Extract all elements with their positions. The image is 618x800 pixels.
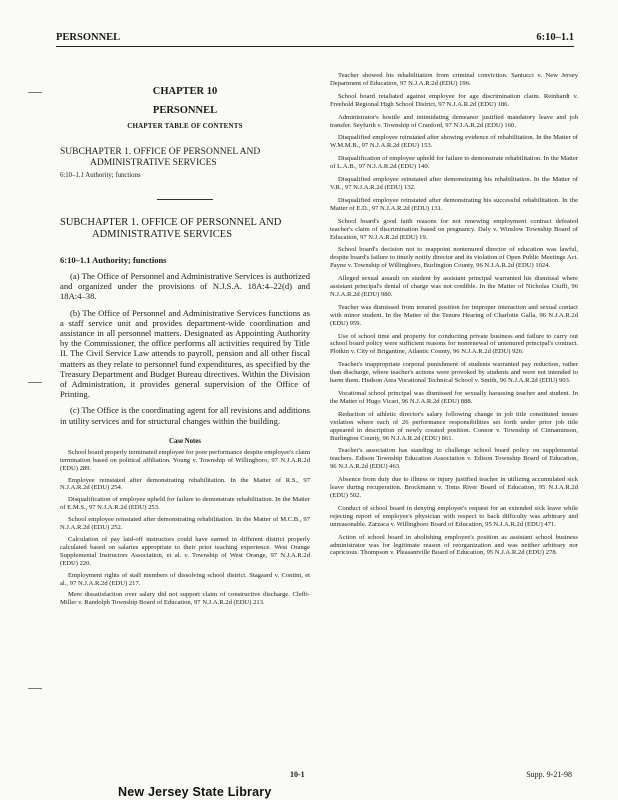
supplement-date: Supp. 9-21-98 [526,770,572,779]
case-note: Absence from duty due to illness or injury justified teacher in utilizing accumulated sick leave during recuperation. Brockmann v. Toms River Board of Education, 95 N.J.A.R.2d (EDU) 502. [330,476,578,499]
header-section-number: 6:10–1.1 [536,32,574,43]
case-note: School board retaliated against employee for age discrimination claim. Reinhardt v. Freehold Regional High School District, 97 N.J.A.R.2d (EDU) 186. [330,92,578,108]
toc-subchapter [60,147,310,169]
paragraph-b: (b) The Office of Personnel and Administrative Services functions as a staff service unit and provides department-wide coordination and assistance in all personnel matters. Designated as Appointing Authority by the Commissioner, the office performs all activities required by Title II. The Civil Service Law attends to payroll, pension and all other fiscal matters as they relate to personnel fund expenditures, as specified by the Treasury Department and Budget Bureau directives. Within the Division of Administration, it provides general supervision of the Office of Printing. [60,307,310,400]
case-note: Teacher's inappropriate corporal punishment of students warranted pay reduction, rather than discharge, where teacher's actions were provoked by students and were not intended to harm them. Hudson Area Vocational Technical School v. Smith, 96 N.J.A.R.2d (EDU) 903. [330,361,578,385]
case-note: Teacher was dismissed from tenured position for improper interaction and sexual contact with minor student. In the Matter of the Tenure Hearing of Charlotte Galla, 96 N.J.A.R.2d (EDU) 959. [330,303,578,327]
paragraph-a: (a) The Office of Personnel and Administrative Services is authorized and organized under the provisions of N.J.S.A. 18A:4–22(d) and 18A:4–38. [60,271,310,302]
toc-subchapter-line-1: SUBCHAPTER 1. OFFICE OF PERSONNEL AND [60,147,261,157]
case-note: Disqualified employee reinstated after demonstrating his successful rehabilitation. In the Matter of E.D., 97 N.J.A.R.2d (EDU) 131. [330,196,578,212]
paragraph-c: (c) The Office is the coordinating agent for all revisions and additions in utility services and for structural changes within the building. [60,405,310,426]
case-note: Teacher showed his rehabilitation from criminal conviction. Santucci v. New Jersey Department of Education, 97 N.J.A.R.2d (EDU) 196. [330,72,578,87]
case-note: Disqualification of employee upheld for failure to demonstrate rehabilitation. In the Matter of L.A.B., 97 N.J.A.R.2d (EDU) 140. [330,155,578,171]
toc-entry: 6:10–1.1 Authority; functions [60,172,141,179]
subchapter-heading [60,217,310,241]
case-note: Vocational school principal was dismissed for sexually harassing teacher and student. In the Matter of Hugo Vicari, 96 N.J.A.R.2d (EDU) 888. [330,390,578,405]
running-header [56,30,574,47]
case-note: Alleged sexual assault on student by assistant principal warranted his dismissal where assistant principal's denial of charge was not credible. In the Matter of Nicholas Ciuffi, 96 N.J.A.R.2d (EDU) 980. [330,275,578,298]
chapter-number: CHAPTER 10 [152,86,218,97]
case-note: School board's good faith reasons for not renewing employment contract defeated teacher's claim of discrimination based on pregnancy. Daly v. Winslow Township Board of Education, 97 N.J.A.R.2d (EDU) 19. [330,217,578,241]
case-note: Administrator's hostile and intimidating demeanor justified mandatory leave and job transfer. Seyfurth v. Township of Cranford, 97 N.J.A.R.2d (EDU) 160. [330,113,578,129]
case-note: Calculation of pay laid-off instructors could have earned in different district properly calculated based on salaries appropriate to their prior teaching experience. West Orange Supplemental Instructors Association, et al. v. Township of West Orange, 97 N.J.A.R.2d (EDU) 220. [60,536,310,567]
case-note: Employee reinstated after demonstrating rehabilitation. In the Matter of R.S., 97 N.J.A.R.2d (EDU) 254. [60,476,310,492]
case-note: Disqualified employee reinstated after showing evidence of rehabilitation. In the Matter of W.M.M.B., 97 N.J.A.R.2d (EDU) 153. [330,134,578,150]
case-note: School board properly terminated employee for poor performance despite employee's claim termination based on political affiliation. Young v. Township of Willingboro, 97 N.J.A.R.2d (EDU) 289. [60,448,310,472]
case-note: Reduction of athletic director's salary following change in job title constituted tenure violation where each of 26 performance responsibilities set forth under prior job title appeared in description of newly created position. Connor v. Township of Cinnaminson, Burlington County, 96 N.J.A.R.2d (EDU) 861. [330,410,578,442]
page-number: 10-1 [290,770,305,779]
library-stamp: New Jersey State Library [118,785,272,799]
case-note: Disqualified employee reinstated after demonstrating his rehabilitation. In the Matter of V.R., 97 N.J.A.R.2d (EDU) 132. [330,176,578,191]
case-note: Teacher's association has standing to challenge school board policy on supplemental teachers. Edison Township Education Association v. Edison Township Board of Education, 96 N.J.A.R.2d (EDU) 463. [330,447,578,471]
header-title: PERSONNEL [56,32,121,43]
case-note: Conduct of school board in denying employee's request for an extended sick leave while rejecting report of employee's physician with respect to back difficulty was arbitrary and unreasonable. Zarzaca v. Willingboro Board of Education, 95 N.J.A.R.2d (EDU) 471. [330,504,578,528]
case-note: Disqualification of employee upheld for failure to demonstrate rehabilitation. In the Matter of E.M.S., 97 N.J.A.R.2d (EDU) 253. [60,496,310,512]
subchapter-heading-line-1: SUBCHAPTER 1. OFFICE OF PERSONNEL AND [60,217,282,228]
toc-heading: CHAPTER TABLE OF CONTENTS [127,122,243,130]
case-note: Use of school time and property for conducting private business and failure to carry out school board policy were sufficient reasons for nonrenewal of untenured principal's contract. Plotkin v. City of Brigantine, Atlantic County, 96 N.J.A.R.2d (EDU) 926. [330,332,578,356]
section-heading: 6:10–1.1 Authority; functions [60,255,167,265]
divider [157,199,213,200]
case-note: School board's decision not to reappoint nontenured director of education was lawful, despite board's failure to timely notify director and its violation of Open Public Meetings Act. Payne v. Township of Willingboro, Burlington County, 96 N.J.A.R.2d (EDU) 1024. [330,246,578,270]
case-note: School employee reinstated after demonstrating rehabilitation. In the Matter of M.C.B., 97 N.J.A.R.2d (EDU) 252. [60,516,310,532]
case-notes-heading: Case Notes [169,437,201,445]
left-column [60,72,310,762]
margin-mark [28,382,42,383]
right-column [330,72,578,762]
toc-subchapter-line-2: ADMINISTRATIVE SERVICES [90,158,217,168]
case-note: Action of school board in abolishing employee's position as assistant school business administrator was for legitimate reason of reorganization and was neither arbitrary nor capricious. Thompson v. Pleasantville Board of Education, 95 N.J.A.R.2d (EDU) 278. [330,533,578,557]
chapter-title: PERSONNEL [152,105,218,116]
case-notes-left [60,449,310,607]
case-notes-right [330,72,578,557]
case-note: Mere dissatisfaction over salary did not support claim of constructive discharge. Cleffi-Miller v. Randolph Township Board of Education, 97 N.J.A.R.2d (EDU) 213. [60,591,310,607]
case-note: Employment rights of staff members of dissolving school district. Stagaard v. Contini, et al., 97 N.J.A.R.2d (EDU) 217. [60,571,310,587]
margin-mark [28,92,42,93]
margin-mark [28,688,42,689]
subchapter-heading-line-2: ADMINISTRATIVE SERVICES [92,229,233,240]
